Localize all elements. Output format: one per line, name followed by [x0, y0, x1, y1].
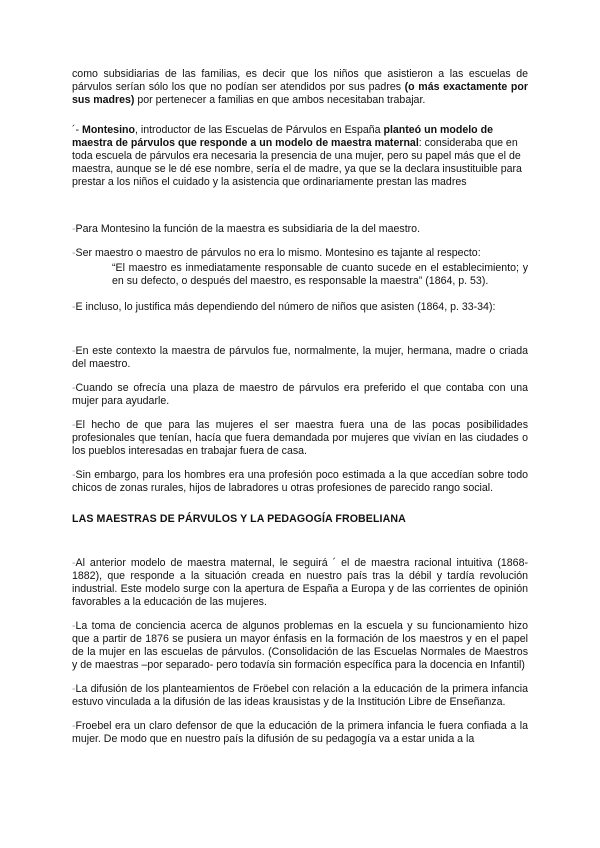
paragraph-text: La toma de conciencia acerca de algunos problemas en la escuela y su funcionamiento hizo que a partir de 1876 se pusiera un mayor énfasis en la formación de los maestros y en el papel de la mujer en las escuelas de párvulos. (Consolidación de las Escuelas Normales de Maestros y de maestras –por separado- pero todavía sin formación específica para la docencia en Infantil) — [72, 620, 528, 671]
intro-paragraph — [72, 68, 528, 107]
dash-bullet: - — [72, 557, 76, 569]
paragraph-text: En este contexto la maestra de párvulos fue, normalmente, la mujer, hermana, madre o criada del maestro. — [72, 345, 528, 370]
paragraph-contexto — [72, 345, 528, 371]
montesino-text-end: : consideraba que en toda escuela de párvulos era necesaria la presencia de una mujer, pero su papel más que el de maestra, aunque se le dé ese nombre, sería el de madre, ya que se la declara insustituible para prestar a los niños el cuidado y la asistencia que ordinariamente prestan las madres — [72, 137, 522, 188]
paragraph-text: Para Montesino la función de la maestra es subsidiaria de la del maestro. — [75, 223, 421, 235]
paragraph-plaza — [72, 382, 528, 408]
dash-bullet: - — [72, 301, 76, 313]
paragraph-modelo-racional — [72, 557, 528, 609]
paragraph-funcion-maestra — [72, 223, 528, 236]
dash-bullet: - — [72, 683, 76, 695]
paragraph-hecho — [72, 419, 528, 458]
montesino-paragraph — [72, 124, 528, 189]
montesino-bold-text: planteó un modelo de maestra de párvulos que responde a un modelo de maestra maternal — [72, 124, 493, 149]
paragraph-text: Cuando se ofrecía una plaza de maestro de párvulos era preferido el que contaba con una mujer para ayudarle. — [72, 382, 528, 407]
montesino-prefix: ´- — [72, 124, 82, 136]
section-heading: LAS MAESTRAS DE PÁRVULOS Y LA PEDAGOGÍA FROBELIANA — [72, 513, 406, 525]
paragraph-text: Ser maestro o maestro de párvulos no era lo mismo. Montesino es tajante al respecto: — [75, 247, 481, 259]
montesino-text: , introductor de las Escuelas de Párvulos en España — [134, 124, 384, 136]
paragraph-text: El hecho de que para las mujeres el ser maestra fuera una de las pocas posibilidades profesionales que tenían, hacía que fuera demandada por mujeres que vivían en las ciudades o los pueblos interesadas en trabajar fuera de casa. — [72, 419, 528, 457]
paragraph-difusion — [72, 683, 528, 709]
dash-bullet: - — [72, 223, 76, 235]
intro-bold-text: (o más exactamente por sus madres) — [72, 81, 528, 106]
paragraph-toma-conciencia — [72, 620, 528, 672]
dash-bullet: - — [72, 345, 76, 357]
block-quote: “El maestro es inmediatamente responsable de cuanto sucede en el establecimiento; y en su defecto, o después del maestro, es responsable la maestra” (1864, p. 53). — [112, 262, 528, 287]
montesino-name: Montesino — [82, 124, 135, 136]
paragraph-sin-embargo — [72, 469, 528, 495]
dash-bullet: - — [72, 247, 76, 259]
intro-text-end: por pertenecer a familias en que ambos necesitaban trabajar. — [134, 94, 426, 106]
dash-bullet: - — [72, 382, 76, 394]
intro-text: como subsidiarias de las familias, es decir que los niños que asistieron a las escuelas de párvulos serían sólo los que no podían ser atendidos por sus padres — [72, 68, 528, 93]
paragraph-froebel — [72, 720, 528, 746]
paragraph-justifica — [72, 301, 528, 314]
dash-bullet: - — [72, 620, 76, 632]
dash-bullet: - — [72, 419, 76, 431]
paragraph-text: La difusión de los planteamientos de Fröebel con relación a la educación de la primera infancia estuvo vinculada a la difusión de las ideas krausistas y de la Institución Libre de Enseñanza. — [72, 683, 528, 708]
dash-bullet: - — [72, 469, 76, 481]
document-page — [72, 68, 528, 746]
paragraph-text: Sin embargo, para los hombres era una profesión poco estimada a la que accedían sobre todo chicos de zonas rurales, hijos de labradores u otras profesiones de parecido rango social. — [72, 469, 528, 494]
paragraph-text: E incluso, lo justifica más dependiendo del número de niños que asisten (1864, p. 33-34): — [75, 301, 496, 313]
paragraph-ser-maestro — [72, 247, 528, 260]
dash-bullet: - — [72, 720, 76, 732]
paragraph-text: Froebel era un claro defensor de que la educación de la primera infancia le fuera confiada a la mujer. De modo que en nuestro país la difusión de su pedagogía va a estar unida a la — [72, 720, 528, 745]
paragraph-text: Al anterior modelo de maestra maternal, le seguirá ´ el de maestra racional intuitiva (1868-1882), que responde a la situación creada en nuestro país tras la débil y tardía revolución industrial. Este modelo surge con la apertura de España a Europa y de las corrientes de opinión favorables a la educación de las mujeres. — [72, 557, 528, 608]
